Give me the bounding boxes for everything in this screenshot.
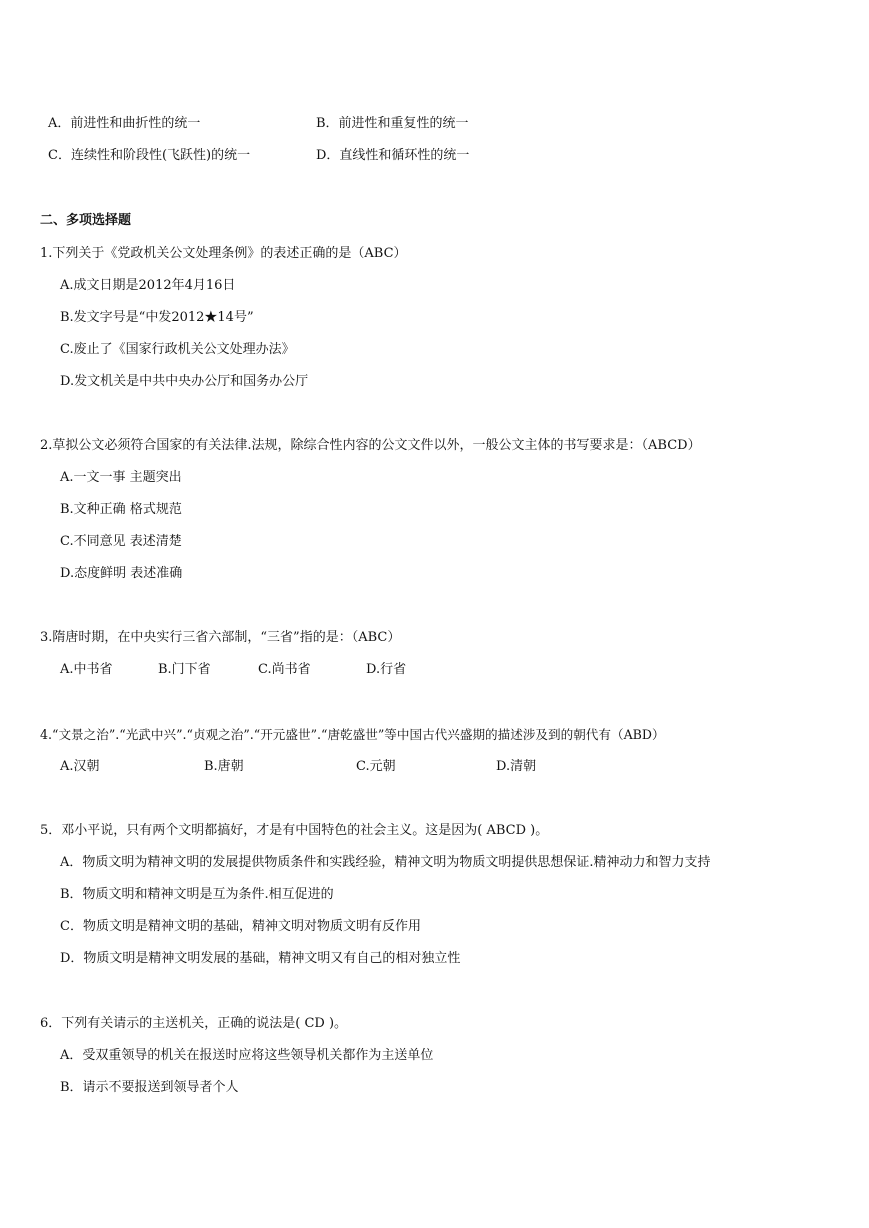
q1-option-d: D.发文机关是中共中央办公厅和国务办公厅 — [60, 374, 309, 389]
q1-option-c: C.废止了《国家行政机关公文处理办法》 — [60, 342, 295, 357]
q3-option-a: A.中书省 — [60, 662, 113, 677]
section-title: 二、多项选择题 — [40, 213, 132, 228]
q2-option-b: B.文种正确 格式规范 — [60, 502, 182, 517]
q5-option-b: B．物质文明和精神文明是互为条件.相互促进的 — [60, 887, 334, 902]
q4-stem: 4.“文景之治”.“光武中兴”.“贞观之治”.“开元盛世”.“唐乾盛世”等中国古代兴盛期的描述涉及到的朝代有（ABD） — [40, 727, 665, 742]
q4-option-a: A.汉朝 — [60, 759, 100, 774]
q2-option-d: D.态度鲜明 表述准确 — [60, 566, 183, 581]
q1-stem: 1.下列关于《党政机关公文处理条例》的表述正确的是（ABC） — [40, 246, 407, 261]
q2-option-a: A.一文一事 主题突出 — [60, 470, 182, 485]
q3-stem: 3.隋唐时期，在中央实行三省六部制，“三省”指的是：（ABC） — [40, 630, 401, 645]
q5-option-c: C．物质文明是精神文明的基础，精神文明对物质文明有反作用 — [60, 919, 421, 934]
q3-option-c: C.尚书省 — [258, 662, 311, 677]
q0-option-d: D．直线性和循环性的统一 — [316, 148, 470, 163]
q6-option-a: A．受双重领导的机关在报送时应将这些领导机关都作为主送单位 — [60, 1048, 434, 1063]
q6-stem: 6．下列有关请示的主送机关，正确的说法是( CD )。 — [40, 1016, 348, 1031]
q0-option-a: A．前进性和曲折性的统一 — [48, 116, 201, 131]
q0-option-b: B．前进性和重复性的统一 — [316, 116, 469, 131]
q1-option-a: A.成文日期是2012年4月16日 — [60, 278, 236, 293]
q5-option-a: A．物质文明为精神文明的发展提供物质条件和实践经验，精神文明为物质文明提供思想保证.精神动力和智力支持 — [60, 855, 711, 870]
q3-option-b: B.门下省 — [158, 662, 211, 677]
q6-option-b: B．请示不要报送到领导者个人 — [60, 1080, 239, 1095]
q0-option-c: C．连续性和阶段性(飞跃性)的统一 — [48, 148, 251, 163]
q2-stem: 2.草拟公文必须符合国家的有关法律.法规，除综合性内容的公文文件以外，一般公文主体的书写要求是：（ABCD） — [40, 438, 701, 453]
q4-option-d: D.清朝 — [496, 759, 537, 774]
q4-option-b: B.唐朝 — [204, 759, 244, 774]
q4-option-c: C.元朝 — [356, 759, 396, 774]
q5-stem: 5．邓小平说，只有两个文明都搞好，才是有中国特色的社会主义。这是因为( ABCD )。 — [40, 823, 549, 838]
q1-option-b: B.发文字号是“中发2012★14号” — [60, 310, 254, 325]
q5-option-d: D．物质文明是精神文明发展的基础，精神文明又有自己的相对独立性 — [60, 951, 461, 966]
q2-option-c: C.不同意见 表述清楚 — [60, 534, 182, 549]
q3-option-d: D.行省 — [366, 662, 407, 677]
